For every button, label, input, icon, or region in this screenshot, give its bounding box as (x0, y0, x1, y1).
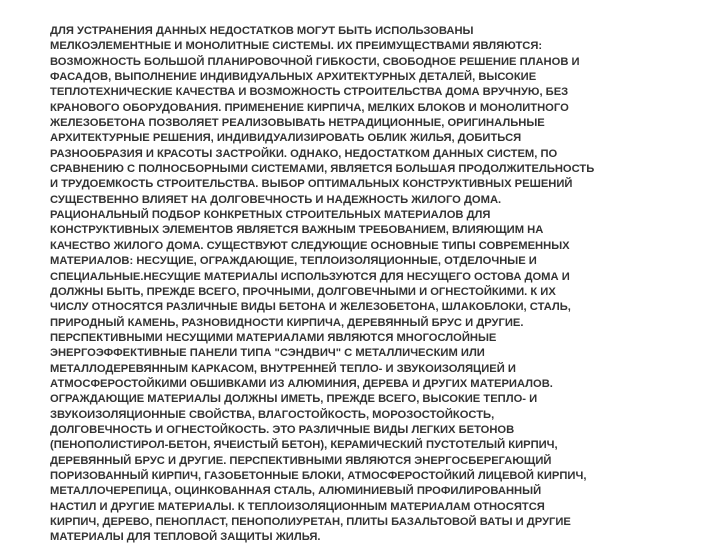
text-line: РАЦИОНАЛЬНЫЙ ПОДБОР КОНКРЕТНЫХ СТРОИТЕЛЬНЫХ МАТЕРИАЛОВ ДЛЯ (50, 209, 491, 222)
text-line: МАТЕРИАЛЫ ДЛЯ ТЕПЛОВОЙ ЗАЩИТЫ ЖИЛЬЯ. (50, 531, 321, 544)
text-line: ЭНЕРГОЭФФЕКТИВНЫЕ ПАНЕЛИ ТИПА "СЭНДВИЧ" С МЕТАЛЛИЧЕСКИМ ИЛИ (50, 347, 485, 360)
text-line: КОНСТРУКТИВНЫХ ЭЛЕМЕНТОВ ЯВЛЯЕТСЯ ВАЖНЫМ ТРЕБОВАНИЕМ, ВЛИЯЮЩИМ НА (50, 224, 544, 237)
text-line: КИРПИЧ, ДЕРЕВО, ПЕНОПЛАСТ, ПЕНОПОЛИУРЕТАН, ПЛИТЫ БАЗАЛЬТОВОЙ ВАТЫ И ДРУГИЕ (50, 516, 571, 528)
text-line: НАСТИЛ И ДРУГИЕ МАТЕРИАЛЫ. К ТЕПЛОИЗОЛЯЦИОННЫМ МАТЕРИАЛАМ ОТНОСЯТСЯ (50, 500, 545, 513)
text-line: ДОЛГОВЕЧНОСТЬ И ОГНЕСТОЙКОСТЬ. ЭТО РАЗЛИЧНЫЕ ВИДЫ ЛЕГКИХ БЕТОНОВ (50, 423, 515, 436)
text-line: МЕТАЛЛОЧЕРЕПИЦА, ОЦИНКОВАННАЯ СТАЛЬ, АЛЮМИНИЕВЫЙ ПРОФИЛИРОВАННЫЙ (50, 485, 542, 498)
body-text (50, 24, 678, 546)
text-line: ОГРАЖДАЮЩИЕ МАТЕРИАЛЫ ДОЛЖНЫ ИМЕТЬ, ПРЕЖДЕ ВСЕГО, ВЫСОКИЕ ТЕПЛО- И (50, 393, 538, 406)
text-line: ЧИСЛУ ОТНОСЯТСЯ РАЗЛИЧНЫЕ ВИДЫ БЕТОНА И ЖЕЛЕЗОБЕТОНА, ШЛАКОБЛОКИ, СТАЛЬ, (50, 301, 571, 314)
text-line: КАЧЕСТВО ЖИЛОГО ДОМА. СУЩЕСТВУЮТ СЛЕДУЮЩИЕ ОСНОВНЫЕ ТИПЫ СОВРЕМЕННЫХ (50, 239, 570, 252)
text-line: ПЕРСПЕКТИВНЫМИ НЕСУЩИМИ МАТЕРИАЛАМИ ЯВЛЯЮТСЯ МНОГОСЛОЙНЫЕ (50, 331, 497, 344)
text-line: СПЕЦИАЛЬНЫЕ.НЕСУЩИЕ МАТЕРИАЛЫ ИСПОЛЬЗУЮТСЯ ДЛЯ НЕСУЩЕГО ОСТОВА ДОМА И (50, 270, 570, 283)
text-line: РАЗНООБРАЗИЯ И КРАСОТЫ ЗАСТРОЙКИ. ОДНАКО, НЕДОСТАТКОМ ДАННЫХ СИСТЕМ, ПО (50, 147, 558, 160)
text-line: МЕЛКОЭЛЕМЕНТНЫЕ И МОНОЛИТНЫЕ СИСТЕМЫ. ИХ ПРЕИМУЩЕСТВАМИ ЯВЛЯЮТСЯ: (50, 40, 543, 53)
text-line: ЖЕЛЕЗОБЕТОНА ПОЗВОЛЯЕТ РЕАЛИЗОВЫВАТЬ НЕТРАДИЦИОННЫЕ, ОРИГИНАЛЬНЫЕ (50, 117, 545, 130)
text-line: МЕТАЛЛОДЕРЕВЯННЫМ КАРКАСОМ, ВНУТРЕННЕЙ ТЕПЛО- И ЗВУКОИЗОЛЯЦИЕЙ И (50, 362, 516, 375)
text-line: ВОЗМОЖНОСТЬ БОЛЬШОЙ ПЛАНИРОВОЧНОЙ ГИБКОСТИ, СВОБОДНОЕ РЕШЕНИЕ ПЛАНОВ И (50, 55, 580, 68)
text-line: ПОРИЗОВАННЫЙ КИРПИЧ, ГАЗОБЕТОННЫЕ БЛОКИ, АТМОСФЕРОСТОЙКИЙ ЛИЦЕВОЙ КИРПИЧ, (50, 469, 587, 482)
text-line: СУЩЕСТВЕННО ВЛИЯЕТ НА ДОЛГОВЕЧНОСТЬ И НАДЕЖНОСТЬ ЖИЛОГО ДОМА. (50, 193, 502, 206)
text-line: ЗВУКОИЗОЛЯЦИОННЫЕ СВОЙСТВА, ВЛАГОСТОЙКОСТЬ, МОРОЗОСТОЙКОСТЬ, (50, 408, 495, 421)
text-line: АТМОСФЕРОСТОЙКИМИ ОБШИВКАМИ ИЗ АЛЮМИНИЯ, ДЕРЕВА И ДРУГИХ МАТЕРИАЛОВ. (50, 377, 553, 390)
text-line: ДОЛЖНЫ БЫТЬ, ПРЕЖДЕ ВСЕГО, ПРОЧНЫМИ, ДОЛГОВЕЧНЫМИ И ОГНЕСТОЙКИМИ. К ИХ (50, 285, 556, 298)
text-line: МАТЕРИАЛОВ: НЕСУЩИЕ, ОГРАЖДАЮЩИЕ, ТЕПЛОИЗОЛЯЦИОННЫЕ, ОТДЕЛОЧНЫЕ И (50, 255, 537, 268)
text-line: АРХИТЕКТУРНЫЕ РЕШЕНИЯ, ИНДИВИДУАЛИЗИРОВАТЬ ОБЛИК ЖИЛЬЯ, ДОБИТЬСЯ (50, 132, 522, 145)
text-line: ДЛЯ УСТРАНЕНИЯ ДАННЫХ НЕДОСТАТКОВ МОГУТ БЫТЬ ИСПОЛЬЗОВАНЫ (50, 25, 474, 37)
text-line: ПРИРОДНЫЙ КАМЕНЬ, РАЗНОВИДНОСТИ КИРПИЧА, ДЕРЕВЯННЫЙ БРУС И ДРУГИЕ. (50, 316, 524, 329)
text-line: И ТРУДОЕМКОСТЬ СТРОИТЕЛЬСТВА. ВЫБОР ОПТИМАЛЬНЫХ КОНСТРУКТИВНЫХ РЕШЕНИЙ (50, 178, 573, 191)
text-line: ДЕРЕВЯННЫЙ БРУС И ДРУГИЕ. ПЕРСПЕКТИВНЫМИ ЯВЛЯЮТСЯ ЭНЕРГОСБЕРЕГАЮЩИЙ (50, 454, 552, 467)
text-line: ТЕПЛОТЕХНИЧЕСКИЕ КАЧЕСТВА И ВОЗМОЖНОСТЬ СТРОИТЕЛЬСТВА ДОМА ВРУЧНУЮ, БЕЗ (50, 86, 569, 99)
text-line: (ПЕНОПОЛИСТИРОЛ-БЕТОН, ЯЧЕИСТЫЙ БЕТОН), КЕРАМИЧЕСКИЙ ПУСТОТЕЛЫЙ КИРПИЧ, (50, 439, 558, 452)
text-line: ФАСАДОВ, ВЫПОЛНЕНИЕ ИНДИВИДУАЛЬНЫХ АРХИТЕКТУРНЫХ ДЕТАЛЕЙ, ВЫСОКИЕ (50, 71, 537, 84)
text-line: СРАВНЕНИЮ С ПОЛНОСБОРНЫМИ СИСТЕМАМИ, ЯВЛЯЕТСЯ БОЛЬШАЯ ПРОДОЛЖИТЕЛЬНОСТЬ (50, 163, 595, 176)
text-line: КРАНОВОГО ОБОРУДОВАНИЯ. ПРИМЕНЕНИЕ КИРПИЧА, МЕЛКИХ БЛОКОВ И МОНОЛИТНОГО (50, 101, 569, 114)
